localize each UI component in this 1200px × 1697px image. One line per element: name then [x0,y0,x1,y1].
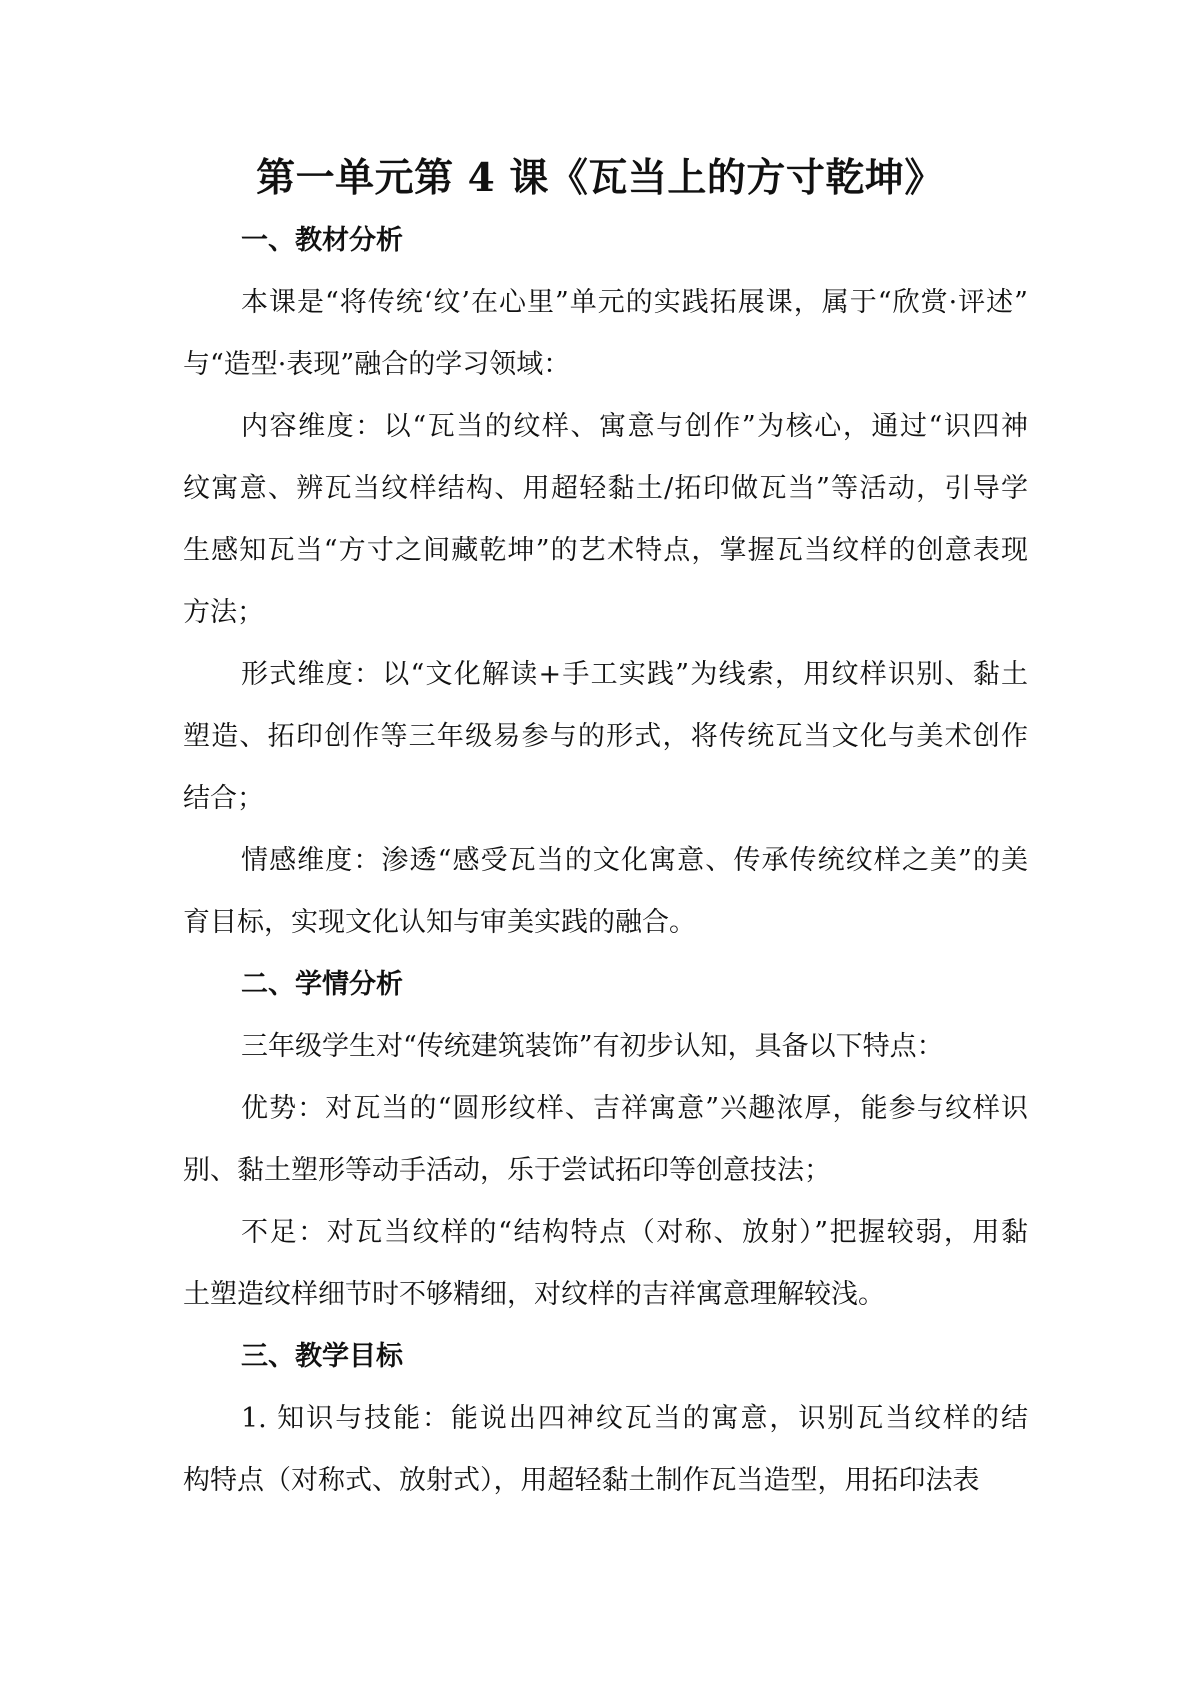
paragraph-line: 土塑造纹样细节时不够精细，对纹样的吉祥寓意理解较浅。 [183,1279,885,1310]
paragraph [183,644,1028,830]
paragraph-line: 方法； [183,597,264,628]
paragraph-line: 别、黏土塑形等动手活动，乐于尝试拓印等创意技法； [183,1155,831,1186]
paragraph-line: 内容维度：以“瓦当的纹样、寓意与创作”为核心，通过“识四神 [241,411,1028,442]
paragraph-line: 纹寓意、辨瓦当纹样结构、用超轻黏土/拓印做瓦当”等活动，引导学 [183,473,1028,504]
paragraph-line: 不足：对瓦当纹样的“结构特点（对称、放射）”把握较弱，用黏 [241,1217,1028,1248]
paragraph [183,1202,1028,1326]
paragraph-line: 育目标，实现文化认知与审美实践的融合。 [183,907,696,938]
paragraph-line: 构特点（对称式、放射式），用超轻黏土制作瓦当造型，用拓印法表 [183,1465,980,1496]
paragraph-line: 生感知瓦当“方寸之间藏乾坤”的艺术特点，掌握瓦当纹样的创意表现 [183,535,1028,566]
paragraph-line: 与“造型·表现”融合的学习领域： [183,349,571,380]
section-heading: 一、教材分析 [241,225,403,256]
paragraph [183,1078,1028,1202]
document-body [183,210,1028,1512]
paragraph-line: 塑造、拓印创作等三年级易参与的形式，将传统瓦当文化与美术创作 [183,721,1028,752]
paragraph-line: 优势：对瓦当的“圆形纹样、吉祥寓意”兴趣浓厚，能参与纹样识 [241,1093,1028,1124]
page-title: 第一单元第 4 课《瓦当上的方寸乾坤》 [256,155,944,201]
paragraph-line: 结合； [183,783,264,814]
paragraph-line: 1. 知识与技能：能说出四神纹瓦当的寓意，识别瓦当纹样的结 [241,1403,1028,1434]
paragraph [183,830,1028,954]
paragraph-line: 形式维度：以“文化解读+手工实践”为线索，用纹样识别、黏土 [241,659,1028,690]
paragraph [183,396,1028,644]
paragraph [183,272,1028,396]
section-heading: 二、学情分析 [241,969,403,1000]
paragraph-line: 本课是“将传统‘纹’在心里”单元的实践拓展课，属于“欣赏·评述” [241,287,1028,318]
section-heading: 三、教学目标 [241,1341,403,1372]
paragraph-line: 情感维度：渗透“感受瓦当的文化寓意、传承传统纹样之美”的美 [241,845,1028,876]
paragraph-line: 三年级学生对“传统建筑装饰”有初步认知，具备以下特点： [241,1031,944,1062]
paragraph [183,1388,1028,1512]
paragraph [183,1016,1028,1078]
